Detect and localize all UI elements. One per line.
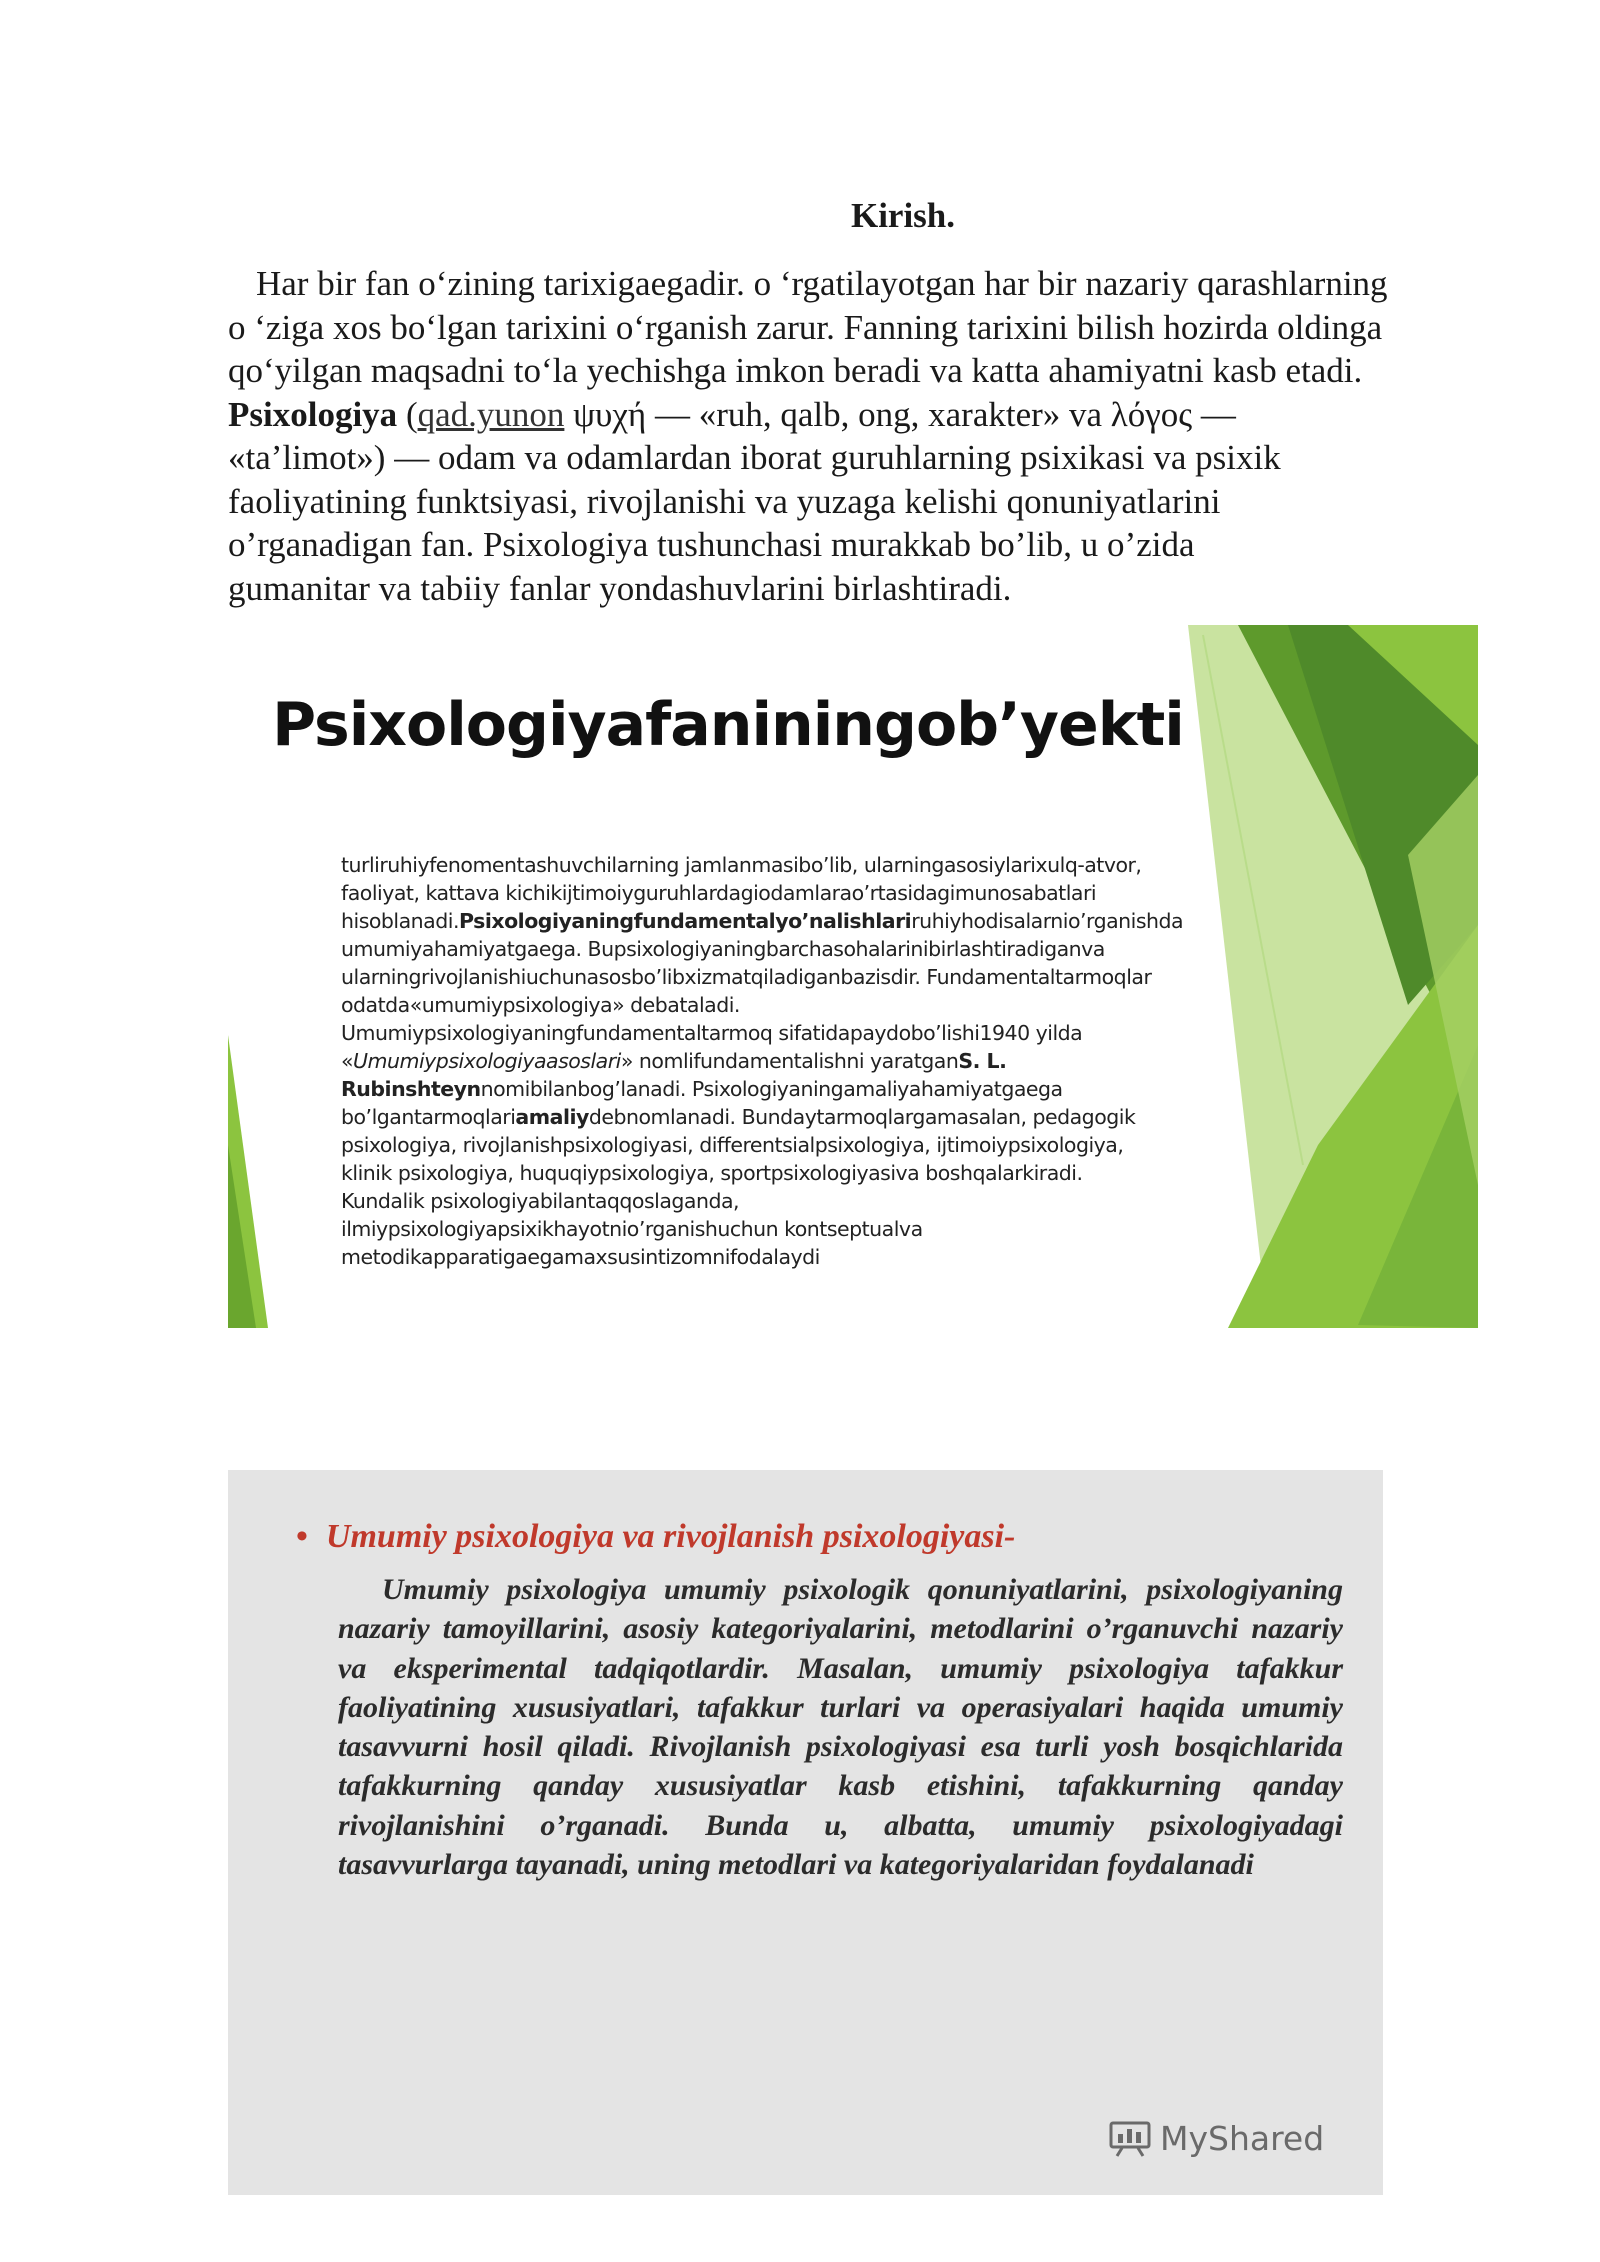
definition-term: Psixologiya (228, 394, 398, 434)
definition-line: «ta’limot») — odam va odamlardan iborat guruhlarning psixikasi va psixik (228, 438, 1281, 477)
definition-first-line (228, 393, 1468, 437)
slide-bold-text: amaliy (515, 1105, 589, 1129)
slide-text: ruhiyhodisalarnio’rganishda umumiyahamiyatgaega. Bupsixologiyaningbarchasohalarinibirlashtiradiganva ularningrivojlanishiuchunasosbo’libxizmatqiladiganbazisdir. Fundamentaltarmoqlar odatda«umumiypsixologiya» debataladi. Umumiypsixologiyaningfundamentaltarmoq sifatidapaydobo’lishi1940 yilda « (341, 909, 1184, 1073)
slide-text: debnomlanadi. Bundaytarmoqlargamasalan, pedagogik psixologiya, rivojlanishpsixologiyasi, differentsialpsixologiya, ijtimoiypsixologiya, klinik psixologiya, huquqiypsixologiya, sportpsixologiyasiva boshqalarkiradi. Kundalik psixologiyabilantaqqoslaganda, ilmiypsixologiyapsixikhayotnio’rganishuchun kontseptualva metodikapparatigaegamaxsusintizomnifodalaydi (341, 1105, 1136, 1269)
page-title: Kirish. (850, 196, 956, 235)
intro-line: Har bir fan o‘zining tarixigaegadir. o ‘rgatilayotgan har bir nazariy qarashlarning (256, 264, 1388, 303)
definition-line: gumanitar va tabiiy fanlar yondashuvlarini birlashtiradi. (228, 568, 1012, 608)
presentation-board-icon (1108, 2118, 1152, 2158)
slide-text: nomibilanbog’lanadi. Psixologiyaningamaliyahamiyatgaega bo’lgantarmoqlari (341, 1077, 1063, 1129)
intro-paragraph (228, 262, 1468, 610)
watermark-text: MyShared (1160, 2118, 1325, 2158)
definition-greek: ψυχή — «ruh, qalb, ong, xarakter» va λόγος — (564, 394, 1236, 434)
slide-text: » nomlifundamentalishni yaratgan (620, 1049, 959, 1073)
slide-text: turliruhiyfenomentashuvchilarning jamlanmasibo’lib, ularningasosiylarixulq-atvor, faoliyat, kattava kichikijtimoiyguruhlardagiodamlarao’rtasidagimunosabatlari hisoblanadi. (341, 853, 1142, 933)
watermark (1108, 2118, 1324, 2158)
slide2-body (338, 1570, 1343, 1884)
slide-bold-text: Psixologiyaningfundamentalyo’nalishlari (458, 909, 912, 933)
slide-bold-text: S. L. Rubinshteyn (341, 1049, 1007, 1101)
slide2-heading-text: Umumiy psixologiya va rivojlanish psixologiyasi- (325, 1518, 1016, 1555)
slide2-body-text: Umumiy psixologiya umumiy psixologik qonuniyatlarini, psixologiyaning nazariy tamoyillarini, asosiy kategoriyalarini, metodlarini o’rganuvchi nazariy va eksperimental tadqiqotlardir. Masalan, umumiy psixologiya tafakkur faoliyatining xususiyatlari, tafakkur turlari va operasiyalari haqida umumiy tasavvurni hosil qiladi. Rivojlanish psixologiyasi esa turli yosh bosqichlarida tafakkurning qanday xususiyatlar kasb etishini, tafakkurning qanday rivojlanishini o’rganadi. Bunda u, albatta, umumiy psixologiyadagi tasavvurlarga tayanadi, uning metodlari va kategoriyalaridan foydalanadi (338, 1573, 1343, 1882)
definition-line: faoliyatining funktsiyasi, rivojlanishi va yuzaga kelishi qonuniyatlarini (228, 481, 1221, 521)
bullet-dot: • (296, 1518, 308, 1555)
slide-italic-text: Umumiypsixologiyaasoslari (353, 1049, 621, 1073)
slide-image-psychology-object (228, 625, 1478, 1328)
slide-image-general-psychology (228, 1470, 1383, 2195)
slide-title: Psixologiyafaniningob’yekti (272, 690, 1184, 760)
intro-line: o ‘ziga xos bo‘lgan tarixini o‘rganish zarur. Fanning tarixini bilish hozirda oldinga (228, 307, 1383, 347)
slide2-heading (296, 1518, 1346, 1556)
definition-paren: ( (397, 394, 418, 434)
definition-link[interactable]: qad.yunon (417, 394, 565, 434)
slide-body-text (341, 851, 1184, 1271)
definition-line: o’rganadigan fan. Psixologiya tushunchasi murakkab bo’lib, u o’zida (228, 525, 1195, 564)
intro-line: qo‘yilgan maqsadni to‘la yechishga imkon beradi va katta ahamiyatni kasb etadi. (228, 351, 1363, 390)
